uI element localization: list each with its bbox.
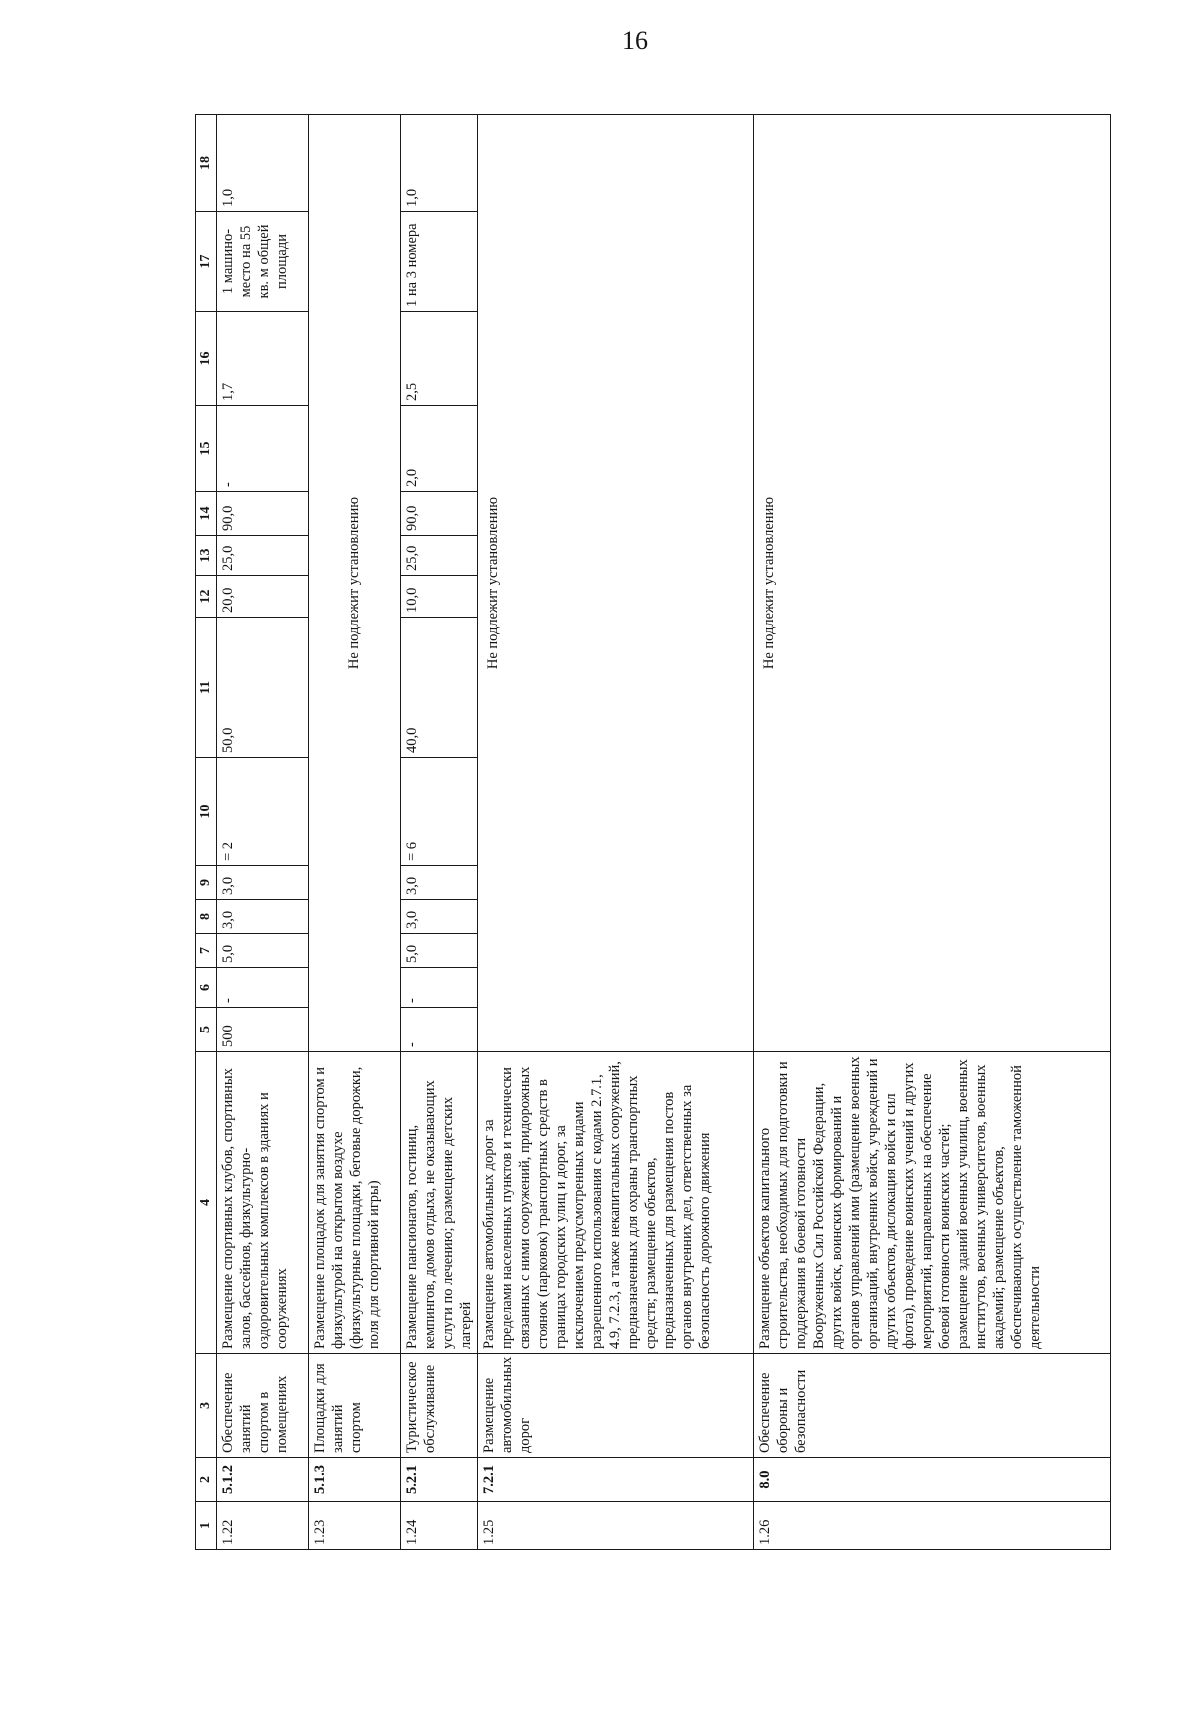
header-cell: 8 [196,900,217,934]
value-cell: 20,0 [217,576,309,618]
land-use-code: 7.2.1 [478,1458,754,1502]
value-cell: - [217,968,309,1008]
value-cell: 90,0 [217,492,309,536]
value-cell: 1,0 [401,115,478,212]
value-cell: 25,0 [217,536,309,576]
value-cell: 50,0 [217,618,309,758]
land-use-name: Обеспечение обороны и безопасности [754,1354,1111,1458]
value-cell: 3,0 [217,866,309,900]
header-cell: 17 [196,212,217,312]
table-row [309,115,401,1550]
value-cell: 25,0 [401,536,478,576]
value-cell: - [401,1008,478,1052]
not-established-text: Не подлежит установлению [485,496,501,670]
table-row [217,115,309,1550]
header-cell: 18 [196,115,217,212]
header-cell: 1 [196,1502,217,1550]
header-cell: 14 [196,492,217,536]
land-use-description: Размещение автомобильных дорог за пределами населенных пунктов и технически связанных с ними сооружений, придорожных стоянок (парковок) транспортных средств в границах городских улиц и дорог, за исключением предусмотренных видами разрешенного использования с кодами 2.7.1, 4.9, 7.2.3, а также некапитальных сооружений, предназначенных для охраны транспортных средств; размещение объектов, предназначенных для размещения постов органов внутренних дел, ответственных за безопасность дорожного движения [478,1052,754,1354]
value-cell: 3,0 [217,900,309,934]
zoning-parameters-table [195,114,1111,1550]
row-number: 1.22 [217,1502,309,1550]
value-cell: 2,5 [401,312,478,406]
header-cell: 15 [196,406,217,492]
row-number: 1.26 [754,1502,1111,1550]
not-established-cell [309,115,401,1052]
not-established-cell [754,115,1111,1052]
land-use-name: Туристическое обслуживание [401,1354,478,1458]
header-cell: 16 [196,312,217,406]
header-cell: 2 [196,1458,217,1502]
land-use-code: 5.1.2 [217,1458,309,1502]
parking-norm-cell: 1 на 3 номера [401,212,478,312]
value-cell: 5,0 [217,934,309,968]
table-row [478,115,754,1550]
header-row [196,115,217,1550]
parking-norm-cell: 1 машино-место на 55 кв. м общей площади [217,212,309,312]
value-cell: 500 [217,1008,309,1052]
value-cell: = 2 [217,758,309,866]
row-number: 1.24 [401,1502,478,1550]
header-cell: 4 [196,1052,217,1354]
value-cell: 1,7 [217,312,309,406]
value-cell: 3,0 [401,866,478,900]
value-cell: 5,0 [401,934,478,968]
row-number: 1.25 [478,1502,754,1550]
value-cell: 3,0 [401,900,478,934]
header-cell: 11 [196,618,217,758]
header-cell: 10 [196,758,217,866]
land-use-code: 5.2.1 [401,1458,478,1502]
header-cell: 13 [196,536,217,576]
page-number: 16 [622,26,648,55]
header-cell: 7 [196,934,217,968]
value-cell: 1,0 [217,115,309,212]
land-use-name: Размещение автомобильных дорог [478,1354,754,1458]
land-use-code: 5.1.3 [309,1458,401,1502]
value-cell: 40,0 [401,618,478,758]
land-use-description: Размещение объектов капитального строительства, необходимых для подготовки и поддержания в боевой готовности Вооруженных Сил Российской Федерации, других войск, воинских формирований и органов управлений ими (размещение военных организаций, внутренних войск, учреждений и других объектов, дислокация войск и сил флота), проведение воинских учений и других мероприятий, направленных на обеспечение боевой готовности воинских частей; размещение зданий военных училищ, военных институтов, военных университетов, военных академий; размещение объектов, обеспечивающих осуществление таможенной деятельности [754,1052,1111,1354]
land-use-name: Обеспечение занятий спортом в помещениях [217,1354,309,1458]
land-use-description: Размещение пансионатов, гостиниц, кемпингов, домов отдыха, не оказывающих услуги по лечению; размещение детских лагерей [401,1052,478,1354]
value-cell: 2,0 [401,406,478,492]
land-use-name: Площадки для занятий спортом [309,1354,401,1458]
not-established-text: Не подлежит установлению [761,496,777,670]
land-use-description: Размещение спортивных клубов, спортивных залов, бассейнов, физкультурно-оздоровительных комплексов в зданиях и сооружениях [217,1052,309,1354]
header-cell: 12 [196,576,217,618]
land-use-code: 8.0 [754,1458,1111,1502]
header-cell: 3 [196,1354,217,1458]
land-use-description: Размещение площадок для занятия спортом и физкультурой на открытом воздухе (физкультурные площадки, беговые дорожки, поля для спортивной игры) [309,1052,401,1354]
header-cell: 5 [196,1008,217,1052]
table-row [401,115,478,1550]
table-row [754,115,1111,1550]
value-cell: - [217,406,309,492]
not-established-text: Не подлежит установлению [345,496,362,670]
value-cell: = 6 [401,758,478,866]
not-established-cell [478,115,754,1052]
value-cell: 90,0 [401,492,478,536]
value-cell: 10,0 [401,576,478,618]
value-cell: - [401,968,478,1008]
header-cell: 9 [196,866,217,900]
rotated-table-container [195,115,1105,1550]
header-cell: 6 [196,968,217,1008]
row-number: 1.23 [309,1502,401,1550]
